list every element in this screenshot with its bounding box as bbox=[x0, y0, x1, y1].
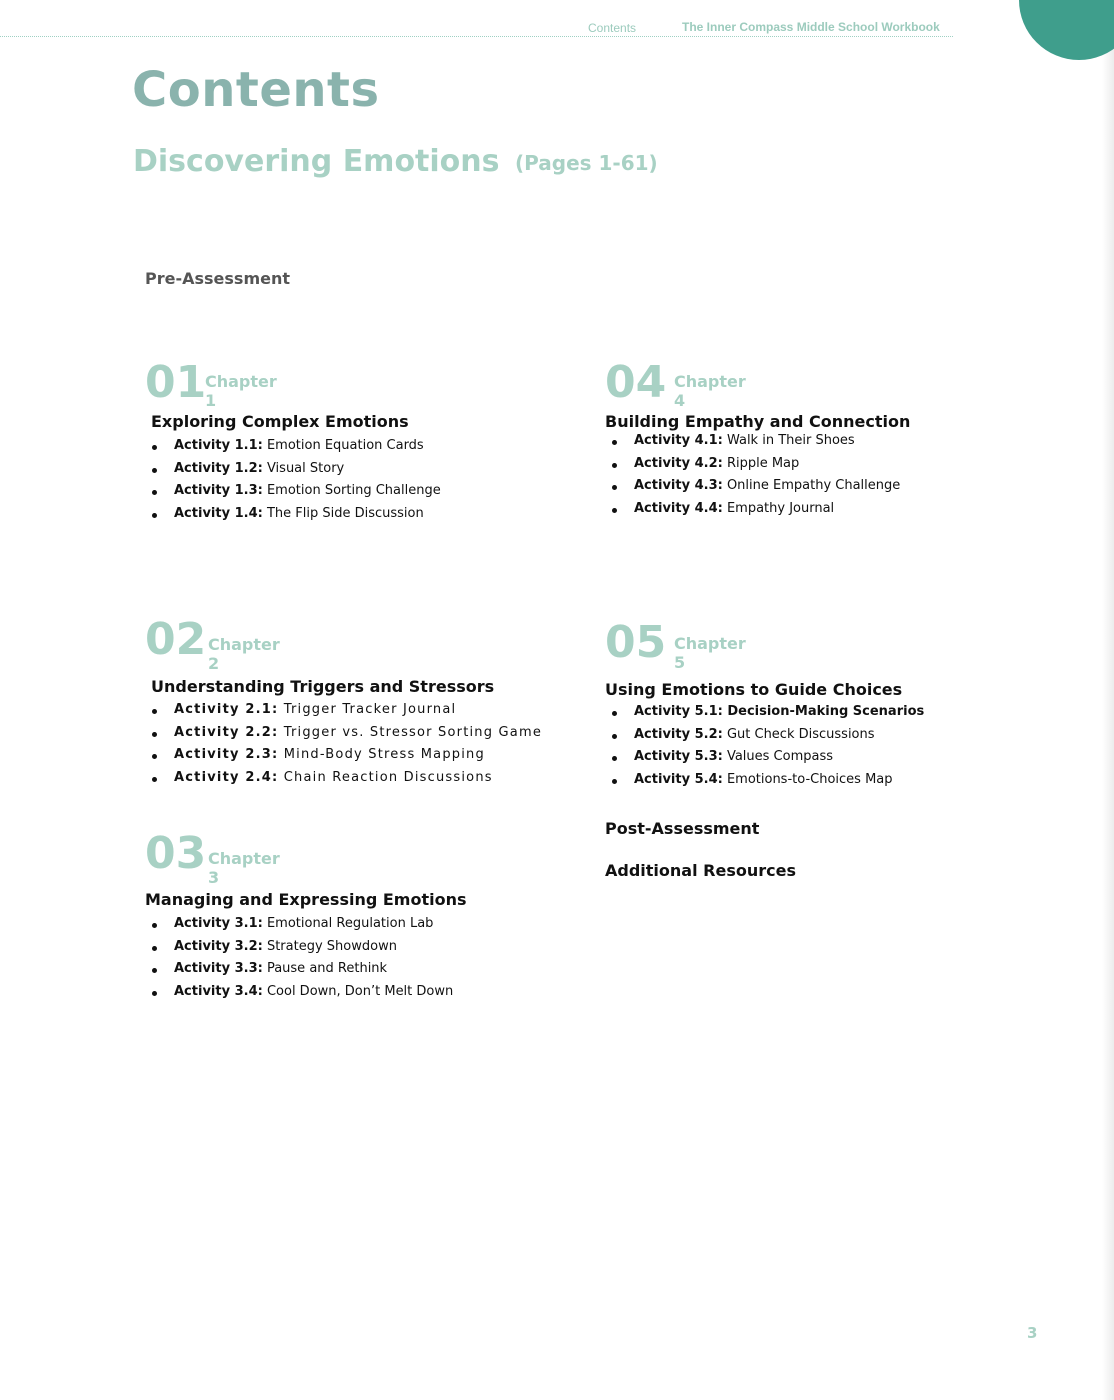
list-item[interactable]: Activity 2.3: Mind-Body Stress Mapping bbox=[151, 744, 542, 767]
header-divider bbox=[0, 36, 953, 37]
activity-list bbox=[151, 699, 542, 789]
chapter-label: Chapter 5 bbox=[674, 634, 746, 672]
list-item[interactable]: Activity 4.3: Online Empathy Challenge bbox=[611, 475, 900, 498]
list-item[interactable]: Activity 5.2: Gut Check Discussions bbox=[611, 724, 924, 747]
list-item[interactable]: Activity 2.1: Trigger Tracker Journal bbox=[151, 699, 542, 722]
chapter-number: 05 bbox=[605, 617, 667, 668]
list-item[interactable]: Activity 5.3: Values Compass bbox=[611, 746, 924, 769]
activity-list bbox=[151, 913, 453, 1003]
activity-list bbox=[151, 435, 441, 525]
activity-list bbox=[611, 430, 900, 520]
list-item[interactable]: Activity 4.1: Walk in Their Shoes bbox=[611, 430, 900, 453]
chapter-title[interactable]: Understanding Triggers and Stressors bbox=[151, 677, 495, 696]
list-item[interactable]: Activity 2.4: Chain Reaction Discussions bbox=[151, 767, 542, 790]
list-item[interactable]: Activity 1.2: Visual Story bbox=[151, 458, 441, 481]
list-item[interactable]: Activity 4.2: Ripple Map bbox=[611, 453, 900, 476]
chapter-label: Chapter 2 bbox=[208, 635, 280, 673]
chapter-number: 02 bbox=[145, 614, 207, 665]
list-item[interactable]: Activity 3.2: Strategy Showdown bbox=[151, 936, 453, 959]
page-number: 3 bbox=[1027, 1324, 1038, 1342]
list-item[interactable]: Activity 1.3: Emotion Sorting Challenge bbox=[151, 480, 441, 503]
chapter-number: 03 bbox=[145, 828, 207, 879]
corner-decoration bbox=[1019, 0, 1114, 60]
chapter-title[interactable]: Managing and Expressing Emotions bbox=[145, 890, 467, 909]
chapter-title[interactable]: Building Empathy and Connection bbox=[605, 412, 911, 431]
part-title: Discovering Emotions bbox=[133, 144, 500, 179]
chapter-title[interactable]: Using Emotions to Guide Choices bbox=[605, 680, 903, 699]
chapter-number: 04 bbox=[605, 357, 667, 408]
list-item[interactable]: Activity 1.1: Emotion Equation Cards bbox=[151, 435, 441, 458]
list-item[interactable]: Activity 3.3: Pause and Rethink bbox=[151, 958, 453, 981]
activity-list bbox=[611, 701, 924, 791]
running-header-book-title: The Inner Compass Middle School Workbook bbox=[682, 20, 940, 34]
list-item[interactable]: Activity 3.4: Cool Down, Don’t Melt Down bbox=[151, 981, 453, 1004]
page-edge-shadow bbox=[1102, 0, 1114, 1400]
list-item[interactable]: Activity 3.1: Emotional Regulation Lab bbox=[151, 913, 453, 936]
list-item[interactable]: Activity 5.4: Emotions-to-Choices Map bbox=[611, 769, 924, 792]
pre-assessment-entry[interactable]: Pre-Assessment bbox=[145, 269, 290, 288]
chapter-label: Chapter 1 bbox=[205, 372, 277, 410]
chapter-number: 01 bbox=[145, 357, 207, 408]
chapter-label: Chapter 3 bbox=[208, 849, 280, 887]
list-item[interactable]: Activity 5.1: Decision-Making Scenarios bbox=[611, 701, 924, 724]
list-item[interactable]: Activity 2.2: Trigger vs. Stressor Sorting Game bbox=[151, 722, 542, 745]
running-header-section: Contents bbox=[588, 21, 637, 35]
list-item[interactable]: Activity 4.4: Empathy Journal bbox=[611, 498, 900, 521]
chapter-label: Chapter 4 bbox=[674, 372, 746, 410]
post-assessment-entry[interactable]: Post-Assessment bbox=[605, 819, 760, 838]
part-page-range: (Pages 1-61) bbox=[515, 151, 658, 175]
page-title: Contents bbox=[132, 62, 380, 118]
chapter-title[interactable]: Exploring Complex Emotions bbox=[151, 412, 409, 431]
additional-resources-entry[interactable]: Additional Resources bbox=[605, 861, 796, 880]
list-item[interactable]: Activity 1.4: The Flip Side Discussion bbox=[151, 503, 441, 526]
